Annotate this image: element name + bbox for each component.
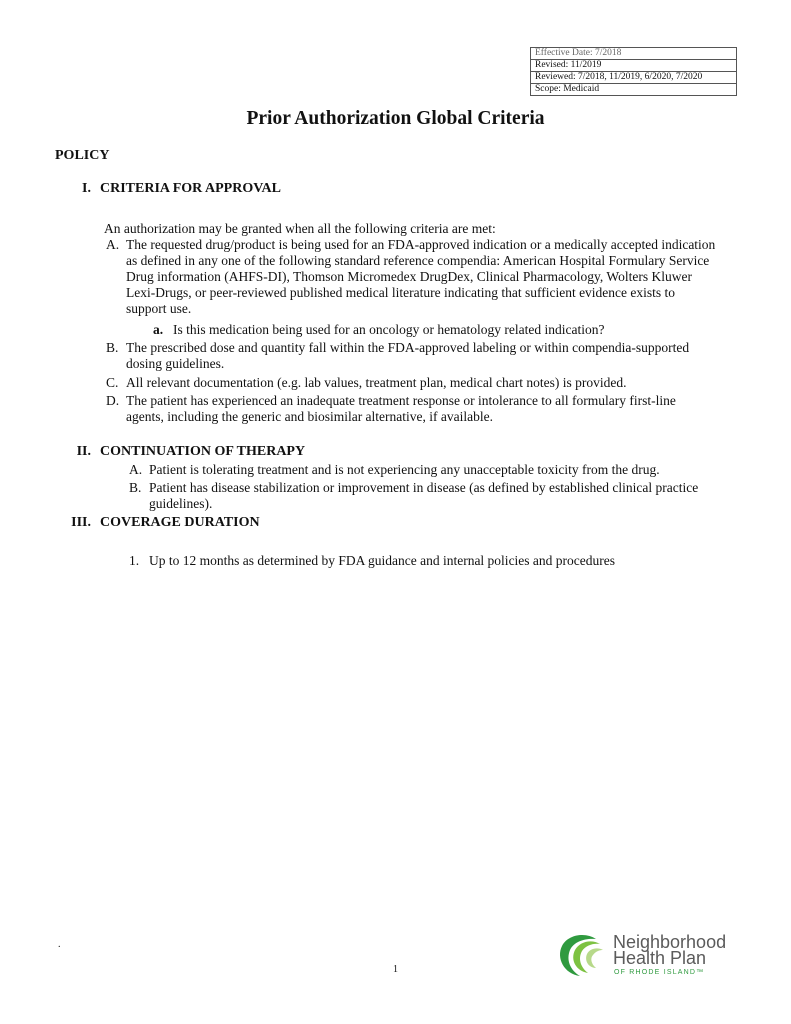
section-title: CRITERIA FOR APPROVAL — [100, 181, 281, 196]
document-info-box — [530, 47, 737, 96]
section-number: I. — [82, 181, 91, 196]
item-label: C. — [106, 375, 119, 390]
section-number: II. — [76, 444, 91, 459]
continuation-item-b — [129, 480, 709, 512]
item-text: The prescribed dose and quantity fall within the FDA-approved labeling or within compendia-supported dosing guidelines. — [126, 340, 690, 371]
logo-text-line1: Neighborhood — [613, 932, 727, 952]
item-label: a. — [153, 322, 164, 337]
section-coverage-heading — [58, 515, 260, 531]
logo-text-line2: Health Plan — [613, 948, 707, 968]
section-continuation-heading — [58, 444, 305, 460]
item-label: D. — [106, 393, 120, 408]
section-title: COVERAGE DURATION — [100, 515, 260, 530]
section-title: CONTINUATION OF THERAPY — [100, 444, 306, 459]
item-label: A. — [129, 462, 143, 477]
criteria-intro: An authorization may be granted when all the following criteria are met: — [104, 221, 496, 236]
item-text: Is this medication being used for an oncology or hematology related indication? — [173, 322, 605, 337]
item-label: 1. — [129, 553, 140, 568]
neighborhood-health-plan-logo — [556, 930, 746, 982]
policy-heading: POLICY — [55, 148, 110, 163]
criteria-item-b — [106, 340, 716, 372]
item-label: A. — [106, 237, 120, 252]
item-label: B. — [106, 340, 119, 355]
coverage-item-1 — [129, 553, 729, 569]
criteria-subitem-a — [153, 322, 693, 338]
item-text: Patient has disease stabilization or improvement in disease (as defined by established clinical practice guidelines). — [149, 480, 699, 511]
item-text: All relevant documentation (e.g. lab values, treatment plan, medical chart notes) is provided. — [126, 375, 627, 390]
swoosh-logo-icon — [556, 930, 612, 982]
criteria-item-d — [106, 393, 716, 425]
section-number: III. — [71, 515, 91, 530]
continuation-item-a — [129, 462, 729, 478]
section-criteria-heading — [58, 181, 281, 197]
reviewed-dates: Reviewed: 7/2018, 11/2019, 6/2020, 7/2020 — [531, 71, 736, 83]
item-text: Patient is tolerating treatment and is not experiencing any unacceptable toxicity from the drug. — [149, 462, 660, 477]
page-title: Prior Authorization Global Criteria — [246, 108, 545, 129]
footer-dot: . — [58, 939, 61, 950]
item-label: B. — [129, 480, 142, 495]
criteria-item-c — [106, 375, 716, 391]
criteria-item-a — [106, 237, 716, 317]
scope: Scope: Medicaid — [531, 83, 736, 95]
item-text: Up to 12 months as determined by FDA guidance and internal policies and procedures — [149, 553, 616, 568]
item-text: The requested drug/product is being used for an FDA-approved indication or a medically accepted indication as defined in any one of the following standard reference compendia: American Hospital Formulary Service Drug information (AHFS-DI), Thomson Micromedex DrugDex, Clinical Pharmacology, Wolters Kluwer Lexi-Drugs, or peer-reviewed published medical literature indicating that sufficient evidence exists to support use. — [126, 237, 716, 316]
logo-text-line3: OF RHODE ISLAND™ — [614, 969, 705, 976]
revised-date: Revised: 11/2019 — [531, 59, 736, 71]
effective-date: Effective Date: 7/2018 — [535, 48, 622, 58]
page-number: 1 — [393, 964, 398, 975]
item-text: The patient has experienced an inadequate treatment response or intolerance to all formulary first-line agents, including the generic and biosimilar alternative, if available. — [126, 393, 676, 424]
